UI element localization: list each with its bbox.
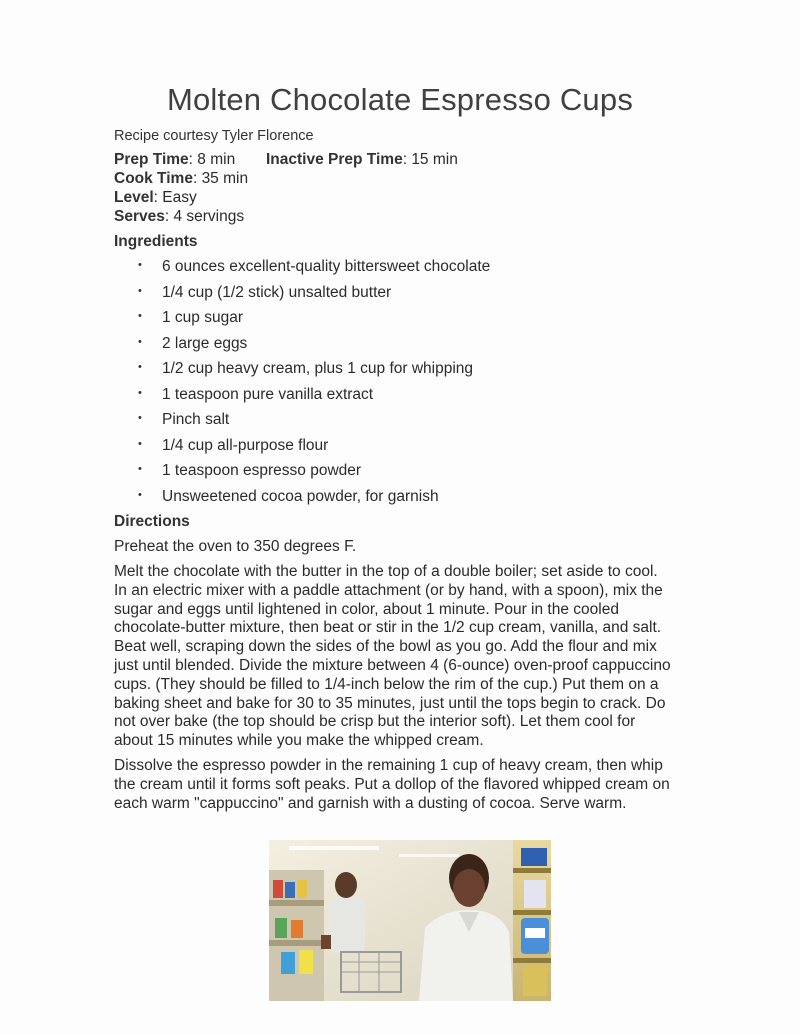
direction-paragraph — [114, 757, 704, 813]
ingredient-text: 2 large eggs — [162, 334, 248, 352]
grocery-store-photo — [269, 840, 551, 1001]
bullet-icon: • — [138, 259, 142, 271]
photo-illustration — [269, 840, 551, 1001]
serves-label: Serves — [114, 208, 165, 225]
ingredient-item — [136, 333, 490, 359]
bullet-icon: • — [138, 437, 142, 450]
recipe-courtesy: Recipe courtesy Tyler Florence — [114, 128, 314, 144]
direction-paragraph — [114, 538, 704, 557]
level-value: : Easy — [153, 189, 197, 206]
ingredients-heading: Ingredients — [114, 233, 198, 250]
bullet-icon: • — [138, 412, 142, 424]
page-title: Molten Chocolate Espresso Cups — [166, 82, 634, 117]
ingredient-item — [136, 307, 490, 333]
ingredient-text: 1/4 cup (1/2 stick) unsalted butter — [162, 283, 392, 301]
direction-line: each warm "cappuccino" and garnish with a dusting of cocoa. Serve warm. — [114, 794, 627, 812]
direction-line: about 15 minutes while you make the whipped cream. — [114, 732, 484, 750]
direction-line: cups. (They should be filled to 1/4-inch below the rim of the cup.) Put them on a — [114, 675, 659, 693]
level-row — [114, 189, 197, 207]
ingredient-text: 1/4 cup all-purpose flour — [162, 436, 329, 454]
cook-time-value: : 35 min — [192, 170, 249, 187]
ingredient-item — [136, 486, 490, 512]
bullet-icon: • — [138, 361, 142, 373]
cook-time-row — [114, 170, 248, 188]
direction-line: Preheat the oven to 350 degrees F. — [114, 538, 357, 555]
inactive-prep-time-row — [266, 151, 458, 169]
bullet-icon: • — [138, 386, 142, 399]
prep-time-label: Prep Time — [114, 151, 189, 168]
bullet-icon: • — [138, 488, 142, 501]
direction-line: the cream until it forms soft peaks. Put a dollop of the flavored whipped cream on — [114, 775, 670, 793]
ingredient-text: 1 teaspoon pure vanilla extract — [162, 385, 374, 403]
ingredient-item — [136, 384, 490, 410]
bullet-icon: • — [138, 335, 142, 348]
direction-line: Melt the chocolate with the butter in the top of a double boiler; set aside to cool. — [114, 563, 658, 580]
direction-line: In an electric mixer with a paddle attachment (or by hand, with a spoon), mix the — [114, 581, 663, 599]
ingredient-item — [136, 435, 490, 461]
inactive-prep-time-value: : 15 min — [402, 151, 458, 168]
ingredient-item — [136, 256, 490, 282]
ingredients-list — [136, 256, 490, 511]
direction-line: not over bake (the top should be crisp but the interior soft). Let them cool for — [114, 713, 636, 731]
bullet-icon: • — [138, 463, 142, 475]
direction-line: Beat well, scraping down the sides of the bowl as you go. Add the flour and mix — [114, 638, 657, 656]
ingredient-text: Pinch salt — [162, 411, 230, 428]
direction-line: baking sheet and bake for 30 to 35 minutes, just until the tops begin to crack. Do — [114, 694, 666, 712]
bullet-icon: • — [138, 284, 142, 297]
direction-line: sugar and eggs until lightened in color, about 1 minute. Pour in the cooled — [114, 600, 619, 618]
ingredient-item — [136, 409, 490, 435]
ingredient-item — [136, 358, 490, 384]
prep-time-value: : 8 min — [188, 151, 236, 168]
direction-paragraph — [114, 563, 704, 751]
serves-value: : 4 servings — [164, 208, 245, 225]
bullet-icon: • — [138, 310, 142, 322]
direction-line: Dissolve the espresso powder in the remaining 1 cup of heavy cream, then whip — [114, 757, 663, 774]
ingredient-text: 6 ounces excellent-quality bittersweet chocolate — [162, 258, 491, 275]
direction-line: chocolate-butter mixture, then beat or stir in the 1/2 cup cream, vanilla, and salt. — [114, 619, 662, 637]
ingredient-text: 1/2 cup heavy cream, plus 1 cup for whipping — [162, 360, 474, 377]
serves-row — [114, 208, 244, 226]
direction-line: just until blended. Divide the mixture between 4 (6-ounce) oven-proof cappuccino — [114, 656, 671, 674]
directions-heading: Directions — [114, 513, 190, 530]
ingredient-text: 1 cup sugar — [162, 309, 243, 326]
ingredient-item — [136, 460, 490, 486]
inactive-prep-time-label: Inactive Prep Time — [266, 151, 403, 168]
ingredient-text: 1 teaspoon espresso powder — [162, 462, 362, 479]
prep-time-row — [114, 151, 235, 169]
cook-time-label: Cook Time — [114, 170, 193, 187]
ingredient-text: Unsweetened cocoa powder, for garnish — [162, 487, 439, 505]
ingredient-item — [136, 282, 490, 308]
level-label: Level — [114, 189, 154, 206]
